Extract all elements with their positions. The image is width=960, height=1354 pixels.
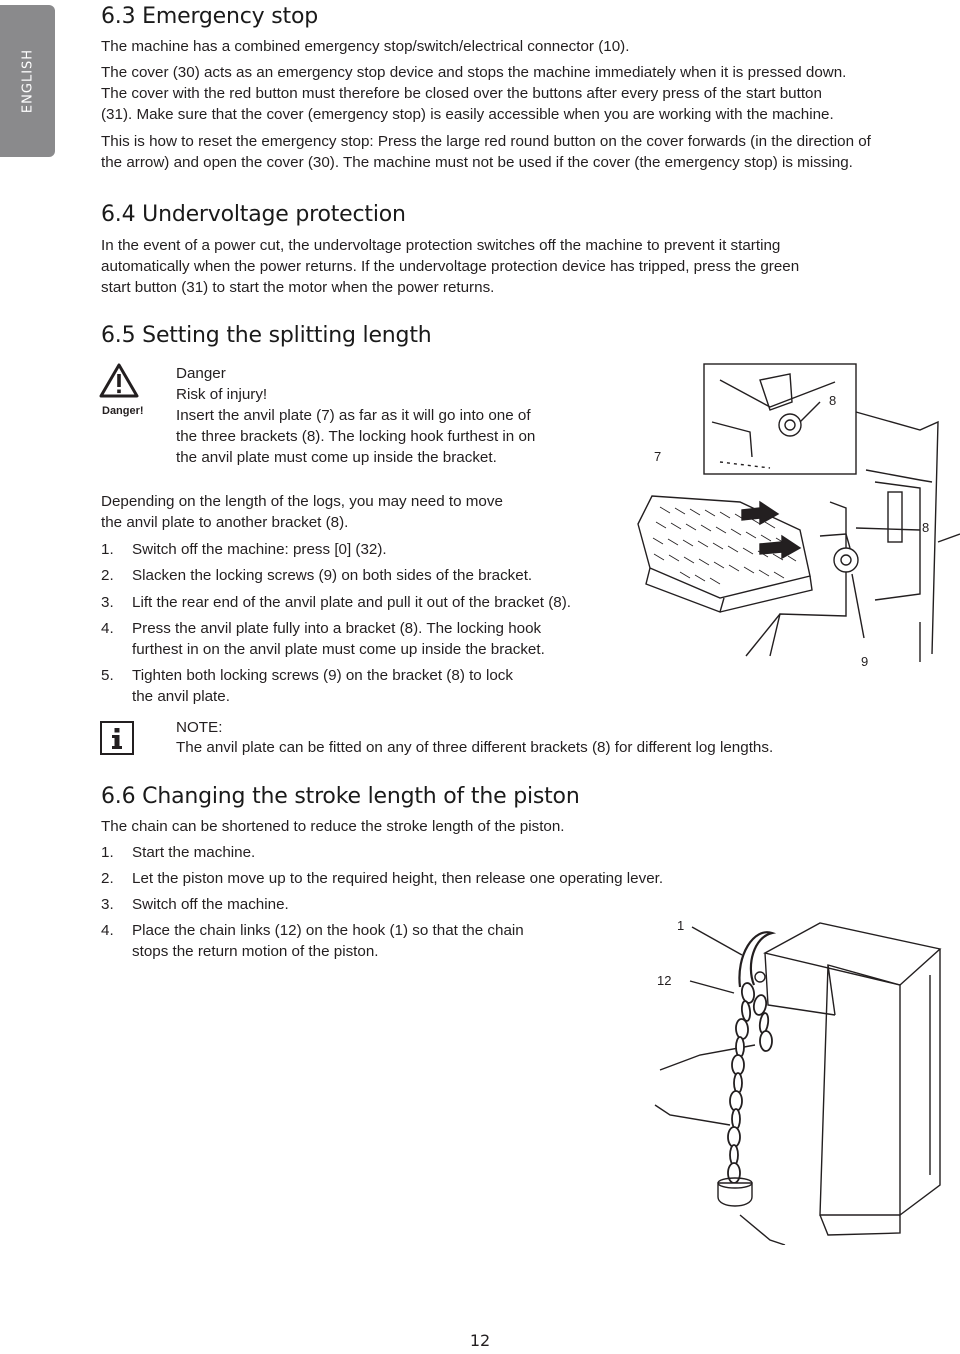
section-6-6-title: 6.6 Changing the stroke length of the piston: [101, 784, 580, 809]
step-text: Switch off the machine.: [132, 896, 289, 913]
step-number: 3.: [101, 594, 114, 611]
step-text: Lift the rear end of the anvil plate and pull it out of the bracket (8).: [132, 594, 572, 611]
section-6-4-title: 6.4 Undervoltage protection: [101, 202, 406, 227]
step-number: 1.: [101, 541, 114, 558]
figure-label-hook: 1: [677, 918, 685, 933]
step-text: Place the chain links (12) on the hook (1) so that the chain: [132, 922, 524, 939]
step-text: Let the piston move up to the required height, then release one operating lever.: [132, 870, 664, 887]
step-number: 4.: [101, 922, 114, 939]
step-text: Slacken the locking screws (9) on both sides of the bracket.: [132, 567, 533, 584]
danger-heading: Danger: [176, 365, 226, 382]
step-number: 2.: [101, 870, 114, 887]
s65-intro-line: the anvil plate to another bracket (8).: [101, 514, 349, 531]
anvil-plate-illustration: [620, 362, 960, 702]
s63-p3-line: the arrow) and open the cover (30). The machine must not be used if the cover (the emergency stop) is missing.: [101, 154, 853, 171]
step-text: Press the anvil plate fully into a bracket (8). The locking hook: [132, 620, 542, 637]
s63-p3-line: This is how to reset the emergency stop: Press the large red round button on the cover forwards (in the direction of: [101, 133, 871, 150]
warning-icon: [99, 363, 139, 404]
chain-hook-illustration: [650, 915, 950, 1245]
s66-intro: The chain can be shortened to reduce the stroke length of the piston.: [101, 818, 565, 835]
note-heading: NOTE:: [176, 719, 223, 736]
s63-paragraph-1: The machine has a combined emergency stop/switch/electrical connector (10).: [101, 38, 630, 55]
language-tab: [0, 5, 55, 157]
step-number: 5.: [101, 667, 114, 684]
figure-label-chain-links: 12: [657, 973, 672, 988]
info-icon: [100, 721, 134, 755]
s65-intro-line: Depending on the length of the logs, you may need to move: [101, 493, 503, 510]
note-text: The anvil plate can be fitted on any of three different brackets (8) for different log lengths.: [176, 739, 774, 756]
s64-line: automatically when the power returns. If the undervoltage protection device has tripped, press the green: [101, 258, 800, 275]
step-text: the anvil plate.: [132, 688, 230, 705]
figure-label-anvil-plate: 7: [654, 449, 662, 464]
step-text: Start the machine.: [132, 844, 256, 861]
step-text: stops the return motion of the piston.: [132, 943, 379, 960]
figure-label-locking-screw: 9: [861, 654, 869, 669]
page-number: 12: [469, 1331, 491, 1350]
s64-line: In the event of a power cut, the undervoltage protection switches off the machine to prevent it starting: [101, 237, 781, 254]
figure-label-bracket-inset: 8: [829, 393, 837, 408]
s63-p2-line: The cover (30) acts as an emergency stop device and stops the machine immediately when it is pressed down.: [101, 64, 847, 81]
section-6-5-title: 6.5 Setting the splitting length: [101, 323, 432, 348]
step-text: furthest in on the anvil plate must come up inside the bracket.: [132, 641, 545, 658]
danger-line: Insert the anvil plate (7) as far as it will go into one of: [176, 407, 531, 424]
figure-label-bracket: 8: [922, 520, 930, 535]
danger-notice: [176, 363, 596, 468]
danger-icon-label: Danger!: [102, 405, 144, 417]
step-number: 4.: [101, 620, 114, 637]
s63-p2-line: The cover with the red button must therefore be closed over the buttons after every press of the start button: [101, 85, 822, 102]
danger-subheading: Risk of injury!: [176, 386, 268, 403]
language-tab-label: ENGLISH: [20, 48, 35, 114]
step-text: Tighten both locking screws (9) on the bracket (8) to lock: [132, 667, 513, 684]
danger-line: the three brackets (8). The locking hook furthest in on: [176, 428, 536, 445]
step-number: 3.: [101, 896, 114, 913]
section-6-3-title: 6.3 Emergency stop: [101, 4, 318, 29]
step-number: 1.: [101, 844, 114, 861]
s63-p2-line: (31). Make sure that the cover (emergency stop) is easily accessible when you are working with the machine.: [101, 106, 834, 123]
danger-line: the anvil plate must come up inside the bracket.: [176, 449, 497, 466]
step-number: 2.: [101, 567, 114, 584]
s64-line: start button (31) to start the motor when the power returns.: [101, 279, 495, 296]
step-text: Switch off the machine: press [0] (32).: [132, 541, 387, 558]
